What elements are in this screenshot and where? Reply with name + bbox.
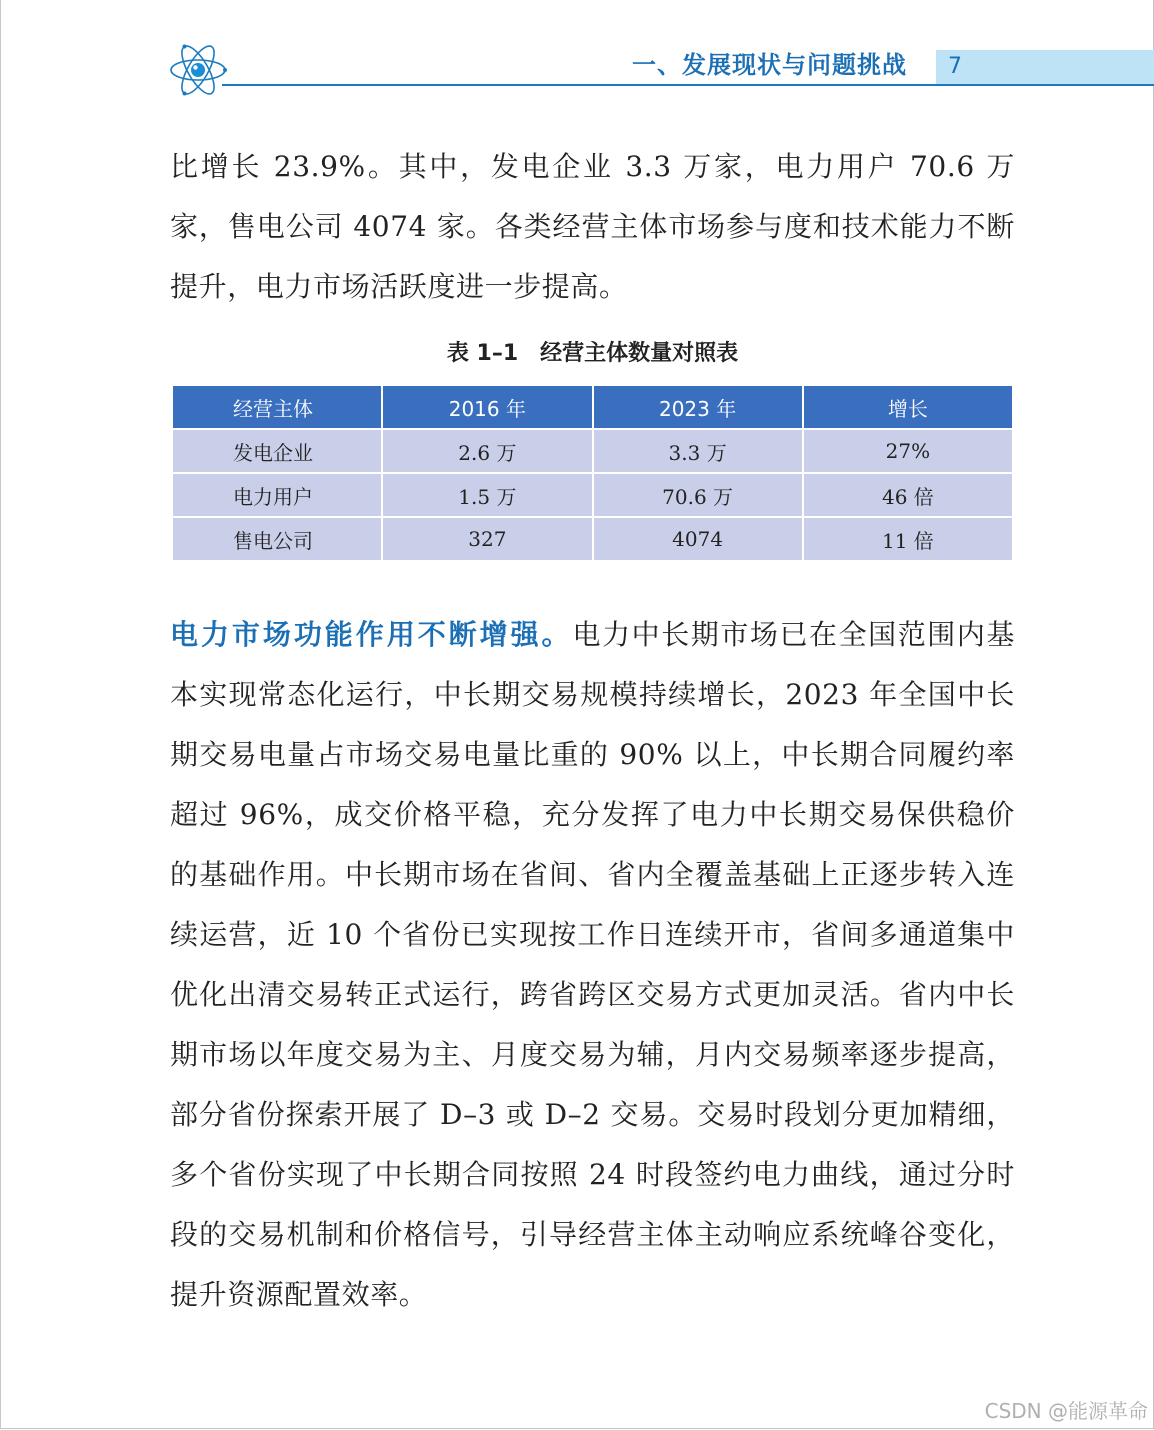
table-cell: 3.3 万 bbox=[593, 429, 803, 473]
table-row bbox=[172, 517, 1013, 561]
table-cell: 电力用户 bbox=[172, 473, 382, 517]
table-cell: 4074 bbox=[593, 517, 803, 561]
comparison-table bbox=[171, 384, 1014, 562]
paragraph-1: 比增长 23.9%。其中，发电企业 3.3 万家，电力用户 70.6 万家，售电公司 4074 家。各类经营主体市场参与度和技术能力不断提升，电力市场活跃度进一步提高。 bbox=[170, 150, 1015, 303]
watermark: CSDN @能源革命 bbox=[984, 1399, 1148, 1423]
table-cell: 27% bbox=[803, 429, 1013, 473]
table-cell: 1.5 万 bbox=[382, 473, 592, 517]
table-row bbox=[172, 473, 1013, 517]
table-header-cell: 增长 bbox=[803, 385, 1013, 429]
table-cell: 11 倍 bbox=[803, 517, 1013, 561]
paragraph-2-lead: 电力市场功能作用不断增强。 bbox=[170, 618, 573, 651]
paragraph-2-text: 电力中长期市场已在全国范围内基本实现常态化运行，中长期交易规模持续增长，2023 年全国中长期交易电量占市场交易电量比重的 90% 以上，中长期合同履约率超过 96%，成交价格平稳，充分发挥了电力中长期交易保供稳价的基础作用。中长期市场在省间、省内全覆盖基础上正逐步转入连续运营，近 10 个省份已实现按工作日连续开市，省间多通道集中优化出清交易转正式运行，跨省跨区交易方式更加灵活。省内中长期市场以年度交易为主、月度交易为辅，月内交易频率逐步提高，部分省份探索开展了 D–3 或 D–2 交易。交易时段划分更加精细，多个省份实现了中长期合同按照 24 时段签约电力曲线，通过分时段的交易机制和价格信号，引导经营主体主动响应系统峰谷变化，提升资源配置效率。 bbox=[170, 618, 1015, 1311]
table-cell: 46 倍 bbox=[803, 473, 1013, 517]
table-cell: 2.6 万 bbox=[382, 429, 592, 473]
table-header-cell: 经营主体 bbox=[172, 385, 382, 429]
table-header-row bbox=[172, 385, 1013, 429]
table-header-cell: 2023 年 bbox=[593, 385, 803, 429]
page-number-box bbox=[936, 50, 1154, 84]
table-row bbox=[172, 429, 1013, 473]
atom-logo-icon bbox=[168, 40, 228, 100]
table-caption: 表 1–1 经营主体数量对照表 bbox=[446, 341, 739, 366]
table-cell: 售电公司 bbox=[172, 517, 382, 561]
header-rule bbox=[222, 84, 1154, 86]
table-cell: 发电企业 bbox=[172, 429, 382, 473]
page-number: 7 bbox=[948, 54, 962, 79]
chapter-title: 一、发展现状与问题挑战 bbox=[632, 51, 907, 79]
table-header-cell: 2016 年 bbox=[382, 385, 592, 429]
table-cell: 327 bbox=[382, 517, 592, 561]
paragraph-2 bbox=[170, 605, 1015, 1325]
table-cell: 70.6 万 bbox=[593, 473, 803, 517]
